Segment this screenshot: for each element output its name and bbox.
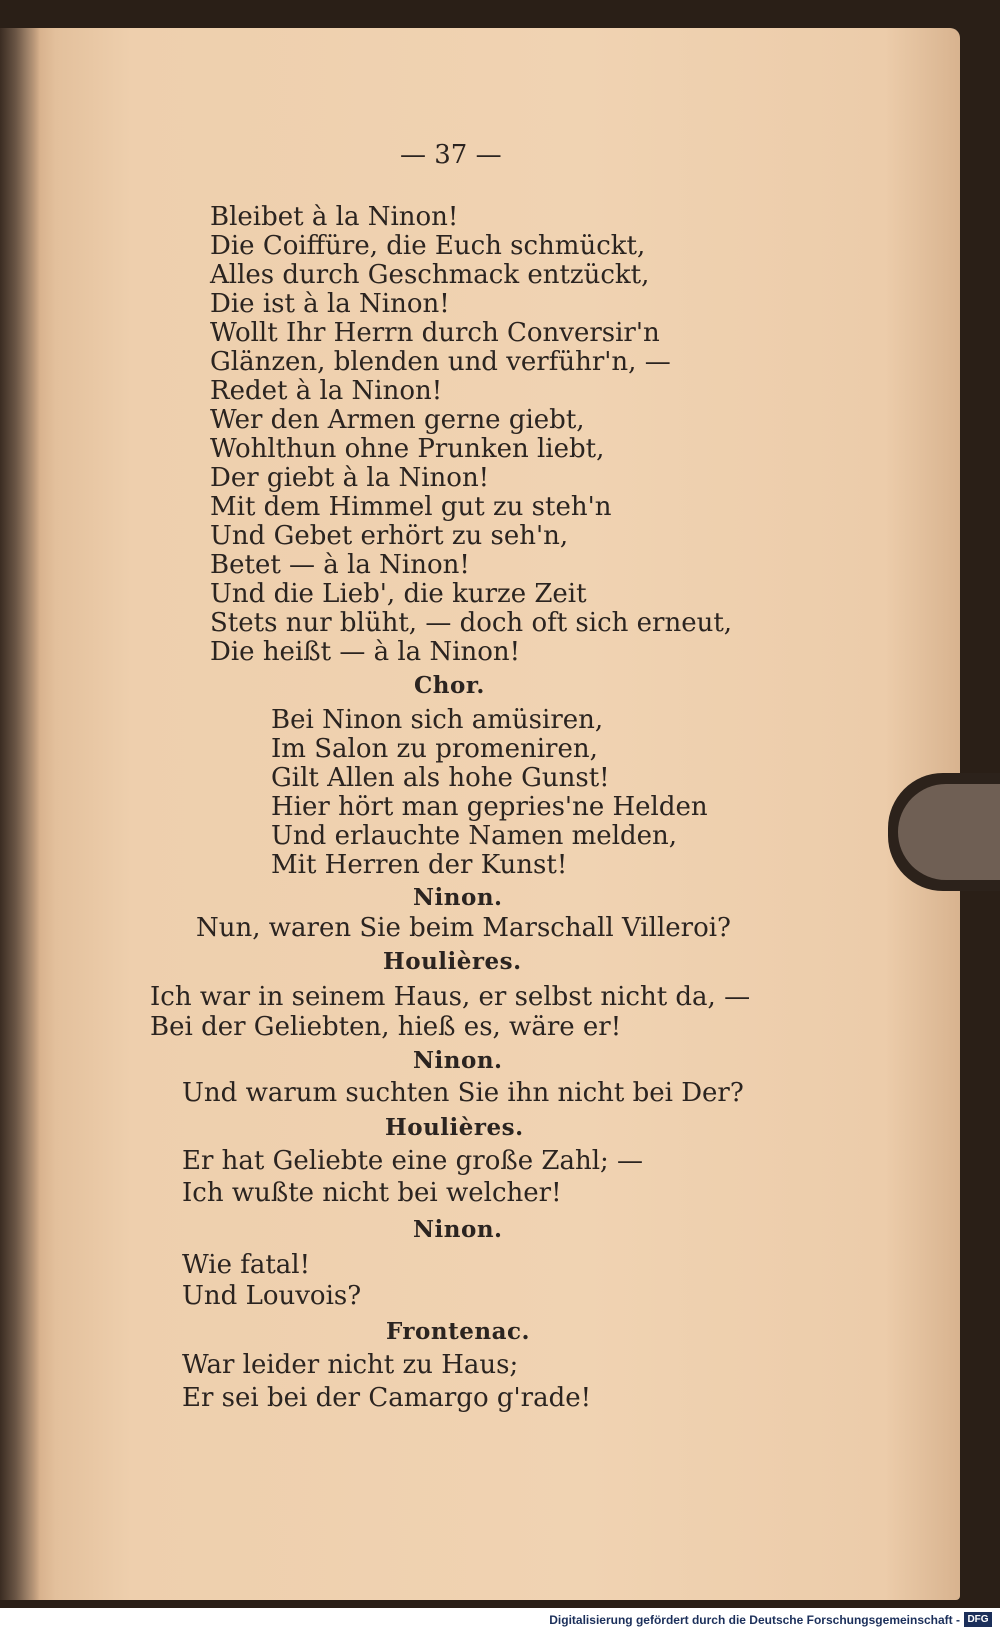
verse-line: Gilt Allen als hohe Gunst!: [271, 763, 610, 793]
verse-line: Mit Herren der Kunst!: [271, 850, 568, 880]
speaker-label: Ninon.: [413, 1216, 503, 1243]
verse-line: Und Gebet erhört zu seh'n,: [210, 521, 569, 551]
verse-line: Und die Lieb', die kurze Zeit: [210, 579, 587, 609]
footer-bar: [0, 1608, 1000, 1632]
verse-line: Wohlthun ohne Prunken liebt,: [210, 434, 605, 464]
speaker-label: Ninon.: [413, 884, 503, 911]
verse-line: Hier hört man gepries'ne Helden: [271, 792, 708, 822]
verse-line: Der giebt à la Ninon!: [210, 463, 490, 493]
verse-line: Wollt Ihr Herrn durch Conversir'n: [210, 318, 660, 348]
verse-line: Betet — à la Ninon!: [210, 550, 470, 580]
speaker-label: Houlières.: [385, 1114, 524, 1141]
dfg-logo: DFG: [964, 1612, 992, 1627]
page-number: — 37 —: [400, 140, 502, 170]
verse-line: Die heißt — à la Ninon!: [210, 637, 521, 667]
verse-line: Bleibet à la Ninon!: [210, 202, 459, 232]
speaker-label: Frontenac.: [386, 1318, 530, 1345]
verse-line: Im Salon zu promeniren,: [271, 734, 598, 764]
verse-line: Bei Ninon sich amüsiren,: [271, 705, 604, 735]
verse-line: Glänzen, blenden und verführ'n, —: [210, 347, 671, 377]
verse-line: Ich war in seinem Haus, er selbst nicht da, —: [150, 982, 751, 1012]
verse-line: Er hat Geliebte eine große Zahl; —: [182, 1146, 644, 1176]
verse-line: Die Coiffüre, die Euch schmückt,: [210, 231, 646, 261]
verse-line: Die ist à la Ninon!: [210, 289, 450, 319]
speaker-label: Chor.: [414, 672, 485, 699]
verse-line: Stets nur blüht, — doch oft sich erneut,: [210, 608, 733, 638]
footer-credit: Digitalisierung gefördert durch die Deutsche Forschungsgemeinschaft -: [549, 1613, 960, 1627]
verse-line: Bei der Geliebten, hieß es, wäre er!: [150, 1012, 622, 1042]
verse-line: Wer den Armen gerne giebt,: [210, 405, 585, 435]
verse-line: Und Louvois?: [182, 1281, 362, 1311]
page-tab-marker-inner: [898, 784, 1000, 880]
verse-line: Wie fatal!: [182, 1250, 311, 1280]
speaker-label: Ninon.: [413, 1047, 503, 1074]
verse-line: Mit dem Himmel gut zu steh'n: [210, 492, 612, 522]
verse-line: War leider nicht zu Haus;: [182, 1350, 519, 1380]
verse-line: Nun, waren Sie beim Marschall Villeroi?: [196, 913, 731, 943]
verse-line: Und erlauchte Namen melden,: [271, 821, 678, 851]
verse-line: Ich wußte nicht bei welcher!: [182, 1178, 562, 1208]
verse-line: Redet à la Ninon!: [210, 376, 443, 406]
verse-line: Alles durch Geschmack entzückt,: [210, 260, 650, 290]
verse-line: Er sei bei der Camargo g'rade!: [182, 1383, 592, 1413]
book-binding: [0, 28, 40, 1600]
verse-line: Und warum suchten Sie ihn nicht bei Der?: [182, 1078, 744, 1108]
speaker-label: Houlières.: [383, 948, 522, 975]
